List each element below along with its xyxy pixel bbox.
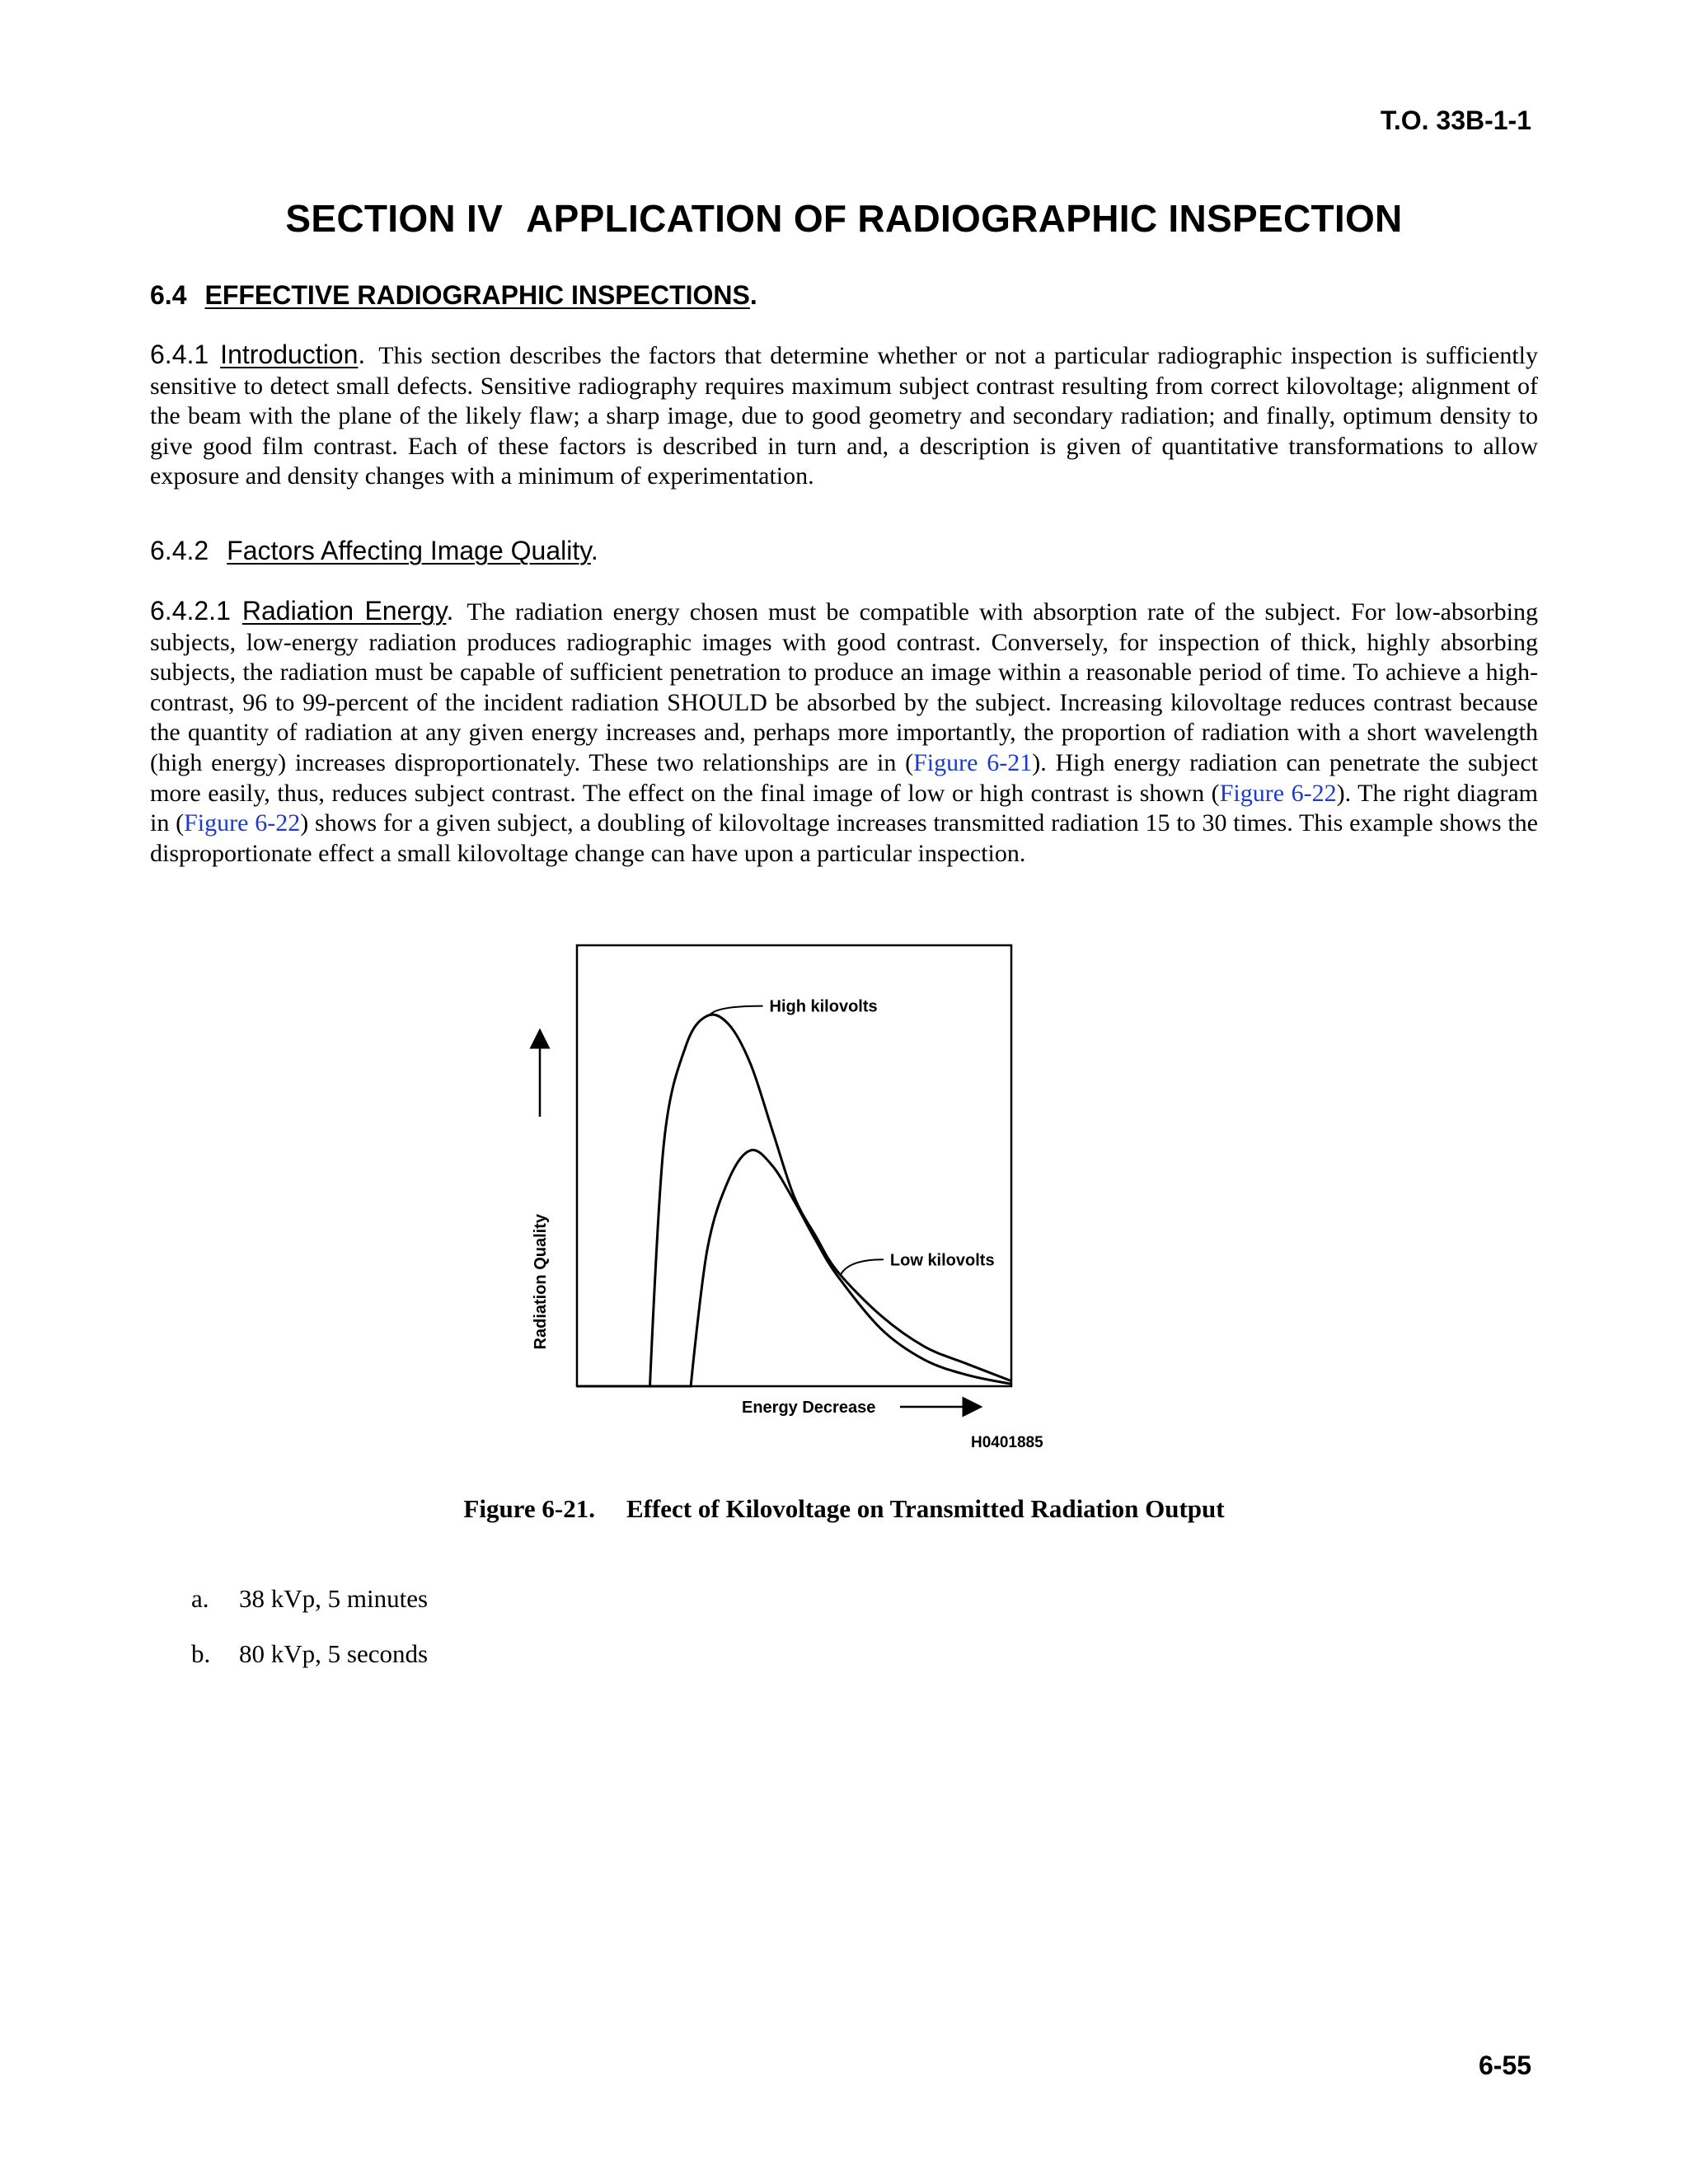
paragraph-6-4-1-title: Introduction bbox=[220, 340, 359, 369]
section-title-text: APPLICATION OF RADIOGRAPHIC INSPECTION bbox=[526, 197, 1403, 240]
heading-6-4-2-title: Factors Affecting Image Quality bbox=[227, 536, 591, 565]
y-axis-label: Radiation Quality bbox=[532, 1214, 550, 1350]
paragraph-6-4-1-number: 6.4.1 bbox=[150, 340, 209, 369]
page-number: 6-55 bbox=[1478, 2050, 1531, 2080]
list-item-marker: b. bbox=[191, 1639, 211, 1668]
series-label-high-kilovolts: High kilovolts bbox=[769, 997, 878, 1016]
paragraph-6-4-2-1-text-3: ). The right diagram in ( bbox=[150, 779, 1538, 837]
kilovoltage-chart bbox=[528, 931, 1154, 1475]
figure-number: Figure 6-21. bbox=[463, 1494, 595, 1523]
figure-6-21-link[interactable]: Figure 6-21 bbox=[913, 748, 1033, 776]
paragraph-6-4-2-1-text-2: ). High energy radiation can penetrate the subject more easily, thus, reduces subject contrast. The effect on the final image of low or high contrast is shown ( bbox=[150, 748, 1538, 807]
paragraph-6-4-2-1-number: 6.4.2.1 bbox=[150, 596, 231, 626]
figure-caption bbox=[0, 1494, 1688, 1524]
paragraph-6-4-2-1-lead bbox=[150, 596, 467, 626]
heading-6-4-number: 6.4 bbox=[150, 280, 187, 310]
paragraph-6-4-2-1-title: Radiation Energy bbox=[241, 596, 447, 626]
leader-line-low-kilovolts bbox=[841, 1259, 884, 1274]
section-title bbox=[0, 196, 1688, 241]
heading-6-4-title: EFFECTIVE RADIOGRAPHIC INSPECTIONS bbox=[204, 280, 750, 310]
label-layer bbox=[710, 998, 994, 1275]
paragraph-6-4-1-text: This section describes the factors that determine whether or not a particular radiographic inspection is sufficiently sensitive to detect small defects. Sensitive radiography requires maximum subject contrast resulting from correct kilovoltage; alignment of the beam with the plane of the likely flaw; a sharp image, due to good geometry and secondary radiation; and finally, optimum density to give good film contrast. Each of these factors is described in turn and, a description is given of quantitative transformations to allow exposure and density changes with a minimum of experimentation. bbox=[150, 342, 1538, 490]
section-number: SECTION IV bbox=[285, 197, 504, 240]
figure-6-22-link[interactable]: Figure 6-22 bbox=[1219, 779, 1337, 807]
list-item bbox=[191, 1639, 428, 1669]
list-item-text: 80 kVp, 5 seconds bbox=[239, 1639, 429, 1668]
paragraph-6-4-2-1-text-1: The radiation energy chosen must be compatible with absorption rate of the subject. For low-absorbing subjects, low-energy radiation produces radiographic images with good contrast. Conversely, for inspection of thick, highly absorbing subjects, the radiation must be capable of sufficient penetration to produce an image within a reasonable period of time. To achieve a high-contrast, 96 to 99-percent of the incident radiation SHOULD be absorbed by the subject. Increasing kilovoltage reduces contrast because the quantity of radiation at any given energy increases and, perhaps more importantly, the proportion of radiation with a short wavelength (high energy) increases disproportionately. These two relationships are in ( bbox=[150, 598, 1538, 776]
heading-6-4-end: . bbox=[749, 280, 757, 310]
paragraph-6-4-1 bbox=[150, 340, 1538, 492]
list-item bbox=[191, 1584, 428, 1614]
paragraph-6-4-2-1 bbox=[150, 596, 1538, 869]
x-axis-label: Energy Decrease bbox=[742, 1399, 876, 1417]
heading-6-4-2-number: 6.4.2 bbox=[150, 536, 209, 565]
document-code: T.O. 33B-1-1 bbox=[1380, 105, 1531, 135]
figure-6-21 bbox=[528, 931, 1154, 1475]
paragraph-6-4-1-lead bbox=[150, 340, 378, 369]
figure-image-id: H0401885 bbox=[971, 1434, 1043, 1451]
figure-caption-text: Effect of Kilovoltage on Transmitted Radiation Output bbox=[626, 1494, 1225, 1523]
heading-6-4-2-end: . bbox=[590, 536, 598, 565]
paragraph-6-4-2-1-text-4: ) shows for a given subject, a doubling of kilovoltage increases transmitted radiation 15 to 30 times. This example shows the disproportionate effect a small kilovoltage change can have upon a particular inspection. bbox=[150, 809, 1538, 867]
figure-6-22-link-2[interactable]: Figure 6-22 bbox=[184, 809, 301, 837]
heading-6-4 bbox=[150, 280, 757, 311]
leader-line-high-kilovolts bbox=[710, 1006, 762, 1015]
heading-6-4-2 bbox=[150, 536, 598, 566]
paragraph-6-4-2-1-end: . bbox=[446, 596, 454, 626]
series-label-low-kilovolts: Low kilovolts bbox=[889, 1251, 995, 1270]
list-item-text: 38 kVp, 5 minutes bbox=[239, 1584, 429, 1613]
series-layer bbox=[577, 1015, 1011, 1386]
list-item-marker: a. bbox=[191, 1584, 209, 1613]
paragraph-6-4-1-end: . bbox=[358, 340, 366, 369]
